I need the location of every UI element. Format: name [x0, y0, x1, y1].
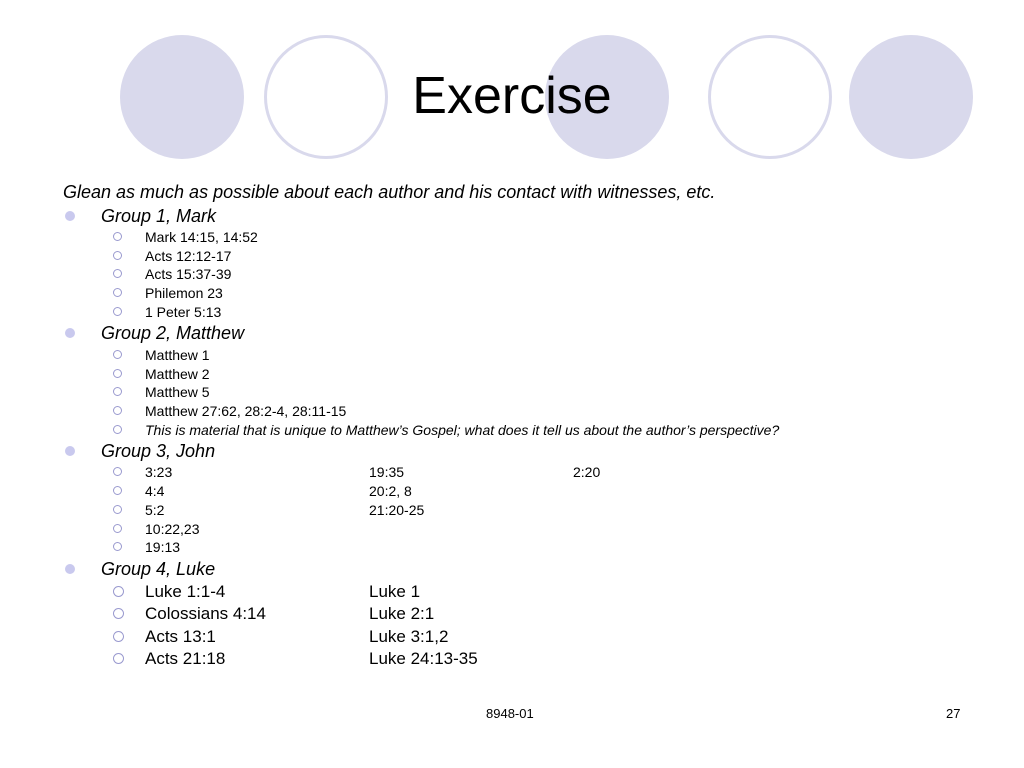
bullet-icon — [65, 564, 75, 574]
list-item: Matthew 27:62, 28:2-4, 28:11-15 — [145, 403, 347, 419]
list-item: Luke 3:1,2 — [369, 627, 449, 646]
page-number: 27 — [946, 706, 961, 721]
list-item: Philemon 23 — [145, 285, 223, 301]
list-item: Matthew 2 — [145, 366, 210, 382]
footer-code: 8948-01 — [486, 706, 534, 721]
ring-bullet-icon — [113, 425, 122, 434]
ring-bullet-icon — [113, 586, 124, 597]
ring-bullet-icon — [113, 653, 124, 664]
ring-bullet-icon — [113, 608, 124, 619]
list-item: Luke 2:1 — [369, 604, 435, 623]
ring-bullet-icon — [113, 631, 124, 642]
ring-bullet-icon — [113, 288, 122, 297]
ring-bullet-icon — [113, 232, 122, 241]
ring-bullet-icon — [113, 486, 122, 495]
group-heading: Group 4, Luke — [101, 559, 216, 579]
list-item: Acts 21:18 — [145, 649, 226, 668]
list-item: 2:20 — [573, 464, 601, 480]
list-item: Matthew 1 — [145, 347, 210, 363]
list-item: 5:2 — [145, 502, 165, 518]
list-item: 1 Peter 5:13 — [145, 304, 222, 320]
list-item: 4:4 — [145, 483, 165, 499]
question-note: This is material that is unique to Matthew’s Gospel; what does it tell us about the author’s perspective? — [145, 422, 780, 438]
ring-bullet-icon — [113, 269, 122, 278]
bullet-icon — [65, 446, 75, 456]
list-item: Acts 15:37-39 — [145, 266, 232, 282]
ring-bullet-icon — [113, 542, 122, 551]
list-item: Luke 1 — [369, 582, 421, 601]
list-item: Luke 1:1-4 — [145, 582, 226, 601]
list-item: 19:35 — [369, 464, 405, 480]
bullet-icon — [65, 211, 75, 221]
list-item: Colossians 4:14 — [145, 604, 266, 623]
list-item: 20:2, 8 — [369, 483, 412, 499]
group-heading: Group 2, Matthew — [101, 323, 245, 343]
ring-bullet-icon — [113, 524, 122, 533]
ring-bullet-icon — [113, 369, 122, 378]
list-item: Mark 14:15, 14:52 — [145, 229, 258, 245]
ring-bullet-icon — [113, 406, 122, 415]
list-item: 21:20-25 — [369, 502, 425, 518]
slide-title: Exercise — [412, 67, 612, 125]
group-heading: Group 3, John — [101, 441, 216, 461]
bullet-icon — [65, 328, 75, 338]
list-item: 3:23 — [145, 464, 173, 480]
list-item: 19:13 — [145, 539, 181, 555]
intro-text: Glean as much as possible about each author and his contact with witnesses, etc. — [63, 182, 716, 202]
list-item: Acts 12:12-17 — [145, 248, 232, 264]
ring-bullet-icon — [113, 251, 122, 260]
list-item: 10:22,23 — [145, 521, 200, 537]
list-item: Matthew 5 — [145, 384, 210, 400]
group-heading: Group 1, Mark — [101, 206, 217, 226]
ring-bullet-icon — [113, 387, 122, 396]
ring-bullet-icon — [113, 505, 122, 514]
list-item: Luke 24:13-35 — [369, 649, 478, 668]
ring-bullet-icon — [113, 307, 122, 316]
list-item: Acts 13:1 — [145, 627, 216, 646]
ring-bullet-icon — [113, 350, 122, 359]
ring-bullet-icon — [113, 467, 122, 476]
